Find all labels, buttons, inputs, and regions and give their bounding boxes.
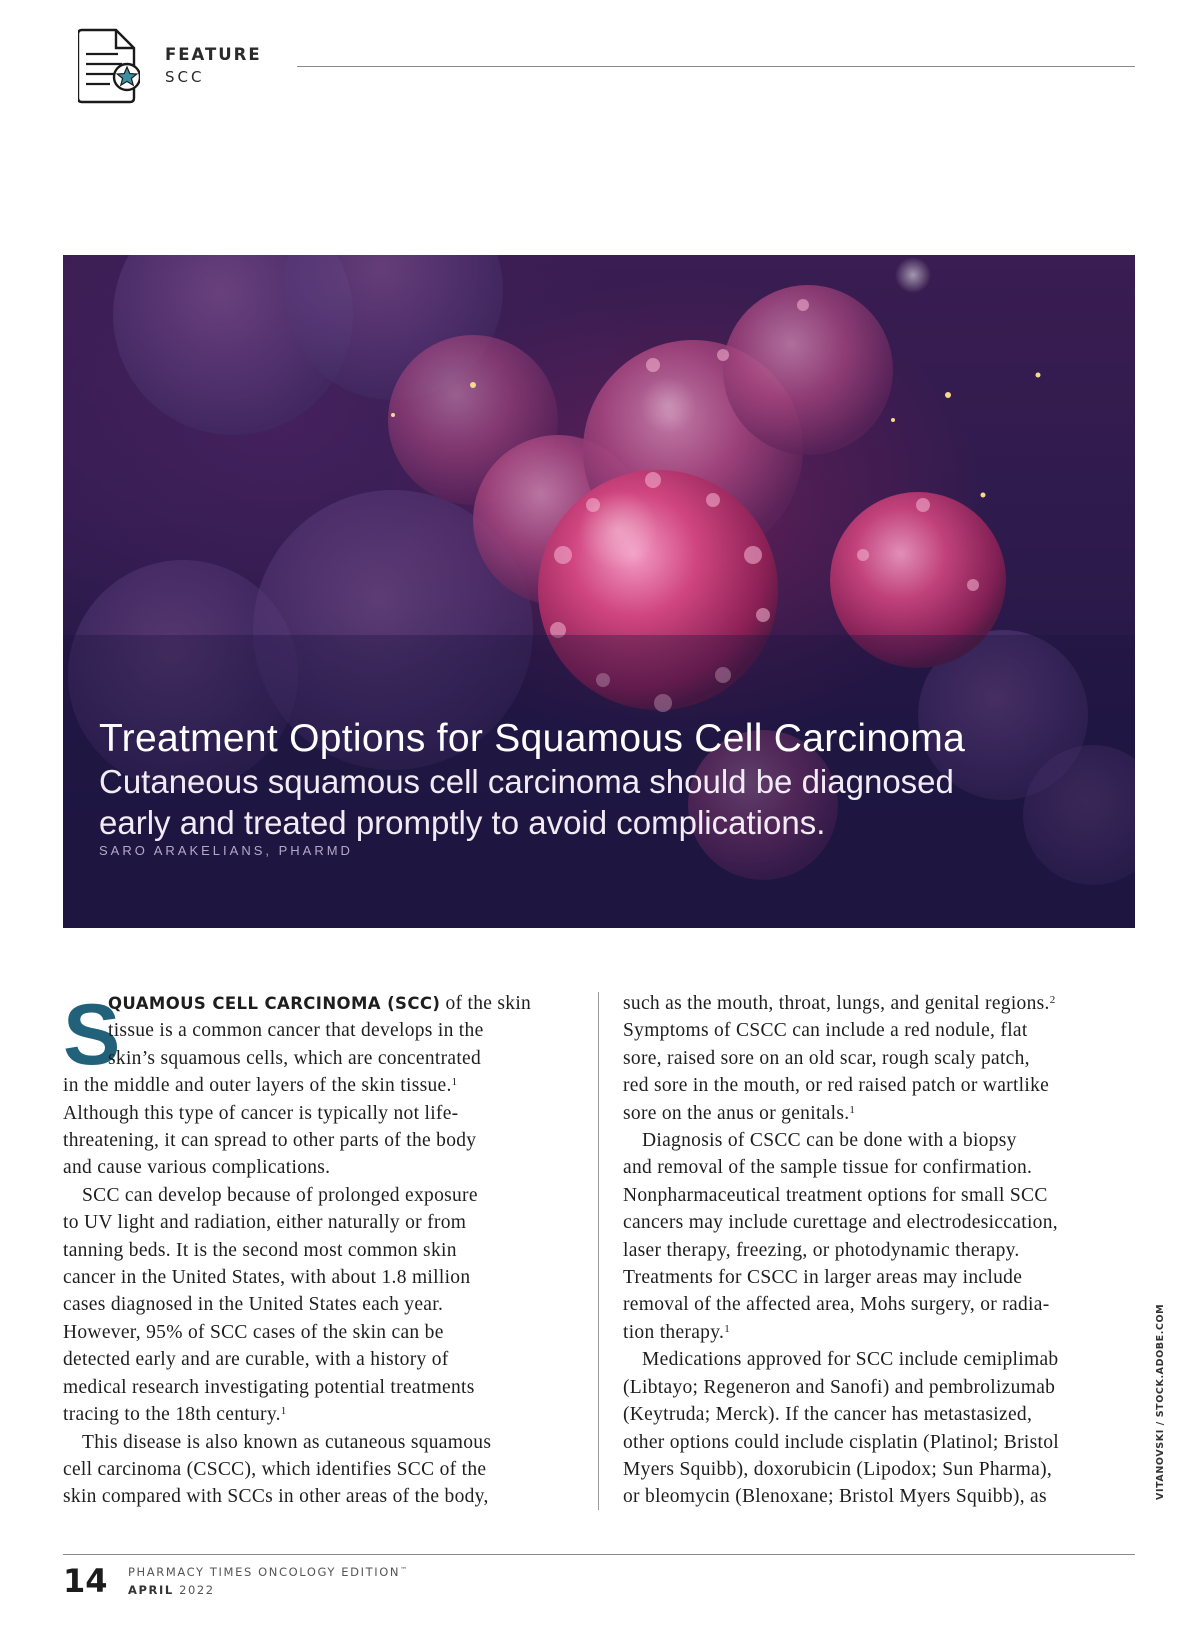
text-line: red sore in the mouth, or red raised patch or wartlike: [623, 1075, 1050, 1097]
article-subtitle-line-2: early and treated promptly to avoid complications.: [99, 804, 826, 841]
text-line: (Libtayo; Regeneron and Sanofi) and pembrolizumab: [623, 1376, 1056, 1398]
issue-year: 2022: [179, 1583, 215, 1597]
text-line: sore, raised sore on an old scar, rough scaly patch,: [623, 1047, 1030, 1069]
text-line: Myers Squibb), doxorubicin (Lipodox; Sun Pharma),: [623, 1458, 1053, 1480]
footer-rule: [63, 1554, 1135, 1555]
topic-label: SCC: [165, 68, 205, 86]
article-subtitle-line-1: Cutaneous squamous cell carcinoma should be diagnosed: [99, 763, 954, 800]
text-line: Treatments for CSCC in larger areas may include: [623, 1267, 1023, 1289]
text-line: Nonpharmaceutical treatment options for small SCC: [623, 1184, 1048, 1206]
article-column-1: [63, 987, 563, 1511]
publication-name: PHARMACY TIMES ONCOLOGY EDITION™: [128, 1565, 409, 1579]
photo-credit: VITANOVSKI / STOCK.ADOBE.COM: [1155, 1303, 1166, 1500]
text-line: cases diagnosed in the United States each year.: [63, 1294, 444, 1316]
text-line: tion therapy.$^1$: [623, 1321, 731, 1343]
text-line: (Keytruda; Merck). If the cancer has metastasized,: [623, 1404, 1033, 1426]
text-line: other options could include cisplatin (Platinol; Bristol: [623, 1431, 1060, 1453]
reference-1: 1: [451, 1076, 458, 1089]
text-line: medical research investigating potential treatments: [63, 1376, 475, 1398]
text-line: removal of the affected area, Mohs surgery, or radia-: [623, 1294, 1050, 1316]
text-line: cancers may include curettage and electrodesiccation,: [623, 1212, 1058, 1234]
lead-in: QUAMOUS CELL CARCINOMA (SCC): [108, 994, 441, 1013]
header-rule: [297, 66, 1135, 67]
issue-month: APRIL: [128, 1583, 174, 1597]
text-line: Medications approved for SCC include cemiplimab: [642, 1349, 1059, 1371]
text-line: and cause various complications.: [63, 1157, 331, 1179]
issue-date: [128, 1583, 215, 1597]
drop-cap: S: [63, 987, 121, 1083]
reference-1: 1: [849, 1103, 856, 1116]
text-line: tissue is a common cancer that develops in the: [108, 1020, 484, 1042]
text-line: sore on the anus or genitals.$^1$: [623, 1102, 856, 1124]
text-line: Diagnosis of CSCC can be done with a biopsy: [642, 1130, 1017, 1152]
hero-image: [63, 255, 1135, 928]
text-line: tracing to the 18th century.$^1$: [63, 1404, 287, 1426]
text-line: tanning beds. It is the second most common skin: [63, 1239, 457, 1261]
text-line: to UV light and radiation, either naturally or from: [63, 1212, 467, 1234]
text-line: skin’s squamous cells, which are concentrated: [108, 1047, 482, 1069]
trademark: ™: [400, 1566, 409, 1574]
page-number: 14: [63, 1562, 108, 1600]
text-line: detected early and are curable, with a history of: [63, 1349, 449, 1371]
text-line: cell carcinoma (CSCC), which identifies SCC of the: [63, 1458, 487, 1480]
author-byline: SARO ARAKELIANS, PHARMD: [99, 843, 353, 858]
text-line: cancer in the United States, with about 1.8 million: [63, 1267, 471, 1289]
article-column-2: [623, 990, 1135, 1511]
column-divider: [598, 992, 599, 1510]
text-line: or bleomycin (Blenoxane; Bristol Myers Squibb), as: [623, 1486, 1047, 1508]
text-line: Symptoms of CSCC can include a red nodule, flat: [623, 1020, 1028, 1042]
text-line: such as the mouth, throat, lungs, and genital regions.$^2$: [623, 993, 1056, 1014]
document-star-icon: [78, 26, 140, 108]
text-line: QUAMOUS CELL CARCINOMA (SCC) of the skin: [108, 993, 532, 1014]
text-line: This disease is also known as cutaneous squamous: [82, 1431, 492, 1453]
text-line: in the middle and outer layers of the skin tissue.$^1$: [63, 1075, 458, 1097]
text-line: threatening, it can spread to other parts of the body: [63, 1130, 477, 1152]
reference-1: 1: [280, 1405, 287, 1418]
reference-2: 2: [1049, 994, 1056, 1006]
text-line: SCC can develop because of prolonged exposure: [82, 1184, 478, 1206]
text-line: and removal of the sample tissue for confirmation.: [623, 1157, 1033, 1179]
text-line: laser therapy, freezing, or photodynamic therapy.: [623, 1239, 1020, 1261]
section-label: FEATURE: [165, 45, 262, 64]
article-title: Treatment Options for Squamous Cell Carcinoma: [99, 717, 966, 760]
text-line: skin compared with SCCs in other areas of the body,: [63, 1486, 489, 1508]
text-line: Although this type of cancer is typically not life-: [63, 1102, 459, 1124]
reference-1: 1: [724, 1322, 731, 1335]
text-line: However, 95% of SCC cases of the skin can be: [63, 1321, 444, 1343]
